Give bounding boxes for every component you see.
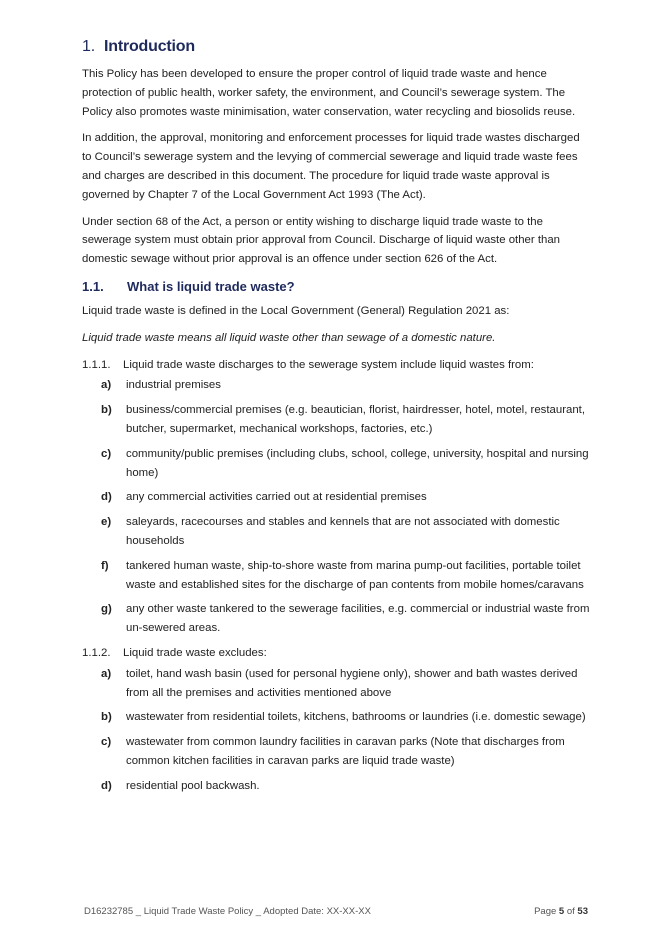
list-item (82, 665, 592, 703)
list-item (82, 557, 592, 595)
list-item-text: saleyards, racecourses and stables and kennels that are not associated with domestic households (126, 516, 560, 547)
list-item-text: wastewater from residential toilets, kitchens, bathrooms or laundries (i.e. domestic sewage) (126, 711, 586, 724)
includes-list (82, 376, 592, 638)
subsection-number: 1.1. (82, 278, 104, 294)
clause-number: 1.1.2. (82, 646, 111, 659)
list-item (82, 445, 592, 483)
list-item (82, 600, 592, 638)
list-marker: b) (101, 404, 112, 417)
clause-heading (82, 644, 592, 663)
list-item-text: business/commercial premises (e.g. beautician, florist, hairdresser, hotel, motel, restaurant, butcher, supermarket, mechanical workshops, factories, etc.) (126, 404, 585, 435)
list-item (82, 708, 592, 727)
list-item-text: tankered human waste, ship-to-shore waste from marina pump-out facilities, portable toilet waste and established sites for the discharge of pan contents from mobile homes/caravans (126, 559, 584, 591)
list-item (82, 488, 592, 507)
subsection-title: What is liquid trade waste? (127, 278, 295, 294)
list-item (82, 777, 592, 796)
list-item-text: industrial premises (126, 379, 221, 392)
list-item (82, 513, 592, 551)
page-of: of (564, 906, 578, 917)
list-marker: a) (101, 379, 112, 392)
list-item-text: any other waste tankered to the sewerage facilities, e.g. commercial or industrial waste from un-sewered areas. (126, 603, 590, 635)
definition-intro: Liquid trade waste is defined in the Local Government (General) Regulation 2021 as: (82, 304, 510, 317)
intro-paragraph: Under section 68 of the Act, a person or entity wishing to discharge liquid trade waste to the sewerage system must obtain prior approval from Council. Discharge of liquid waste other than domestic sewage without prior approval is an offence under section 626 of the Act. (82, 215, 561, 266)
page-current: 5 (558, 906, 565, 917)
list-marker: g) (101, 603, 112, 616)
excludes-list (82, 665, 592, 796)
list-item-text: wastewater from common laundry facilities in caravan parks (Note that discharges from common kitchen facilities in caravan parks are liquid trade waste) (126, 736, 565, 767)
intro-paragraph: This Policy has been developed to ensure the proper control of liquid trade waste and hence protection of public health, worker safety, the environment, and Council’s sewerage system. The Policy also promotes waste minimisation, water conservation, water recycling and biosolids reuse. (82, 68, 576, 118)
list-marker: c) (101, 736, 112, 749)
list-marker: f) (101, 559, 109, 572)
list-item (82, 401, 592, 439)
section-title: Introduction (104, 38, 195, 55)
section-heading (82, 38, 592, 56)
list-item-text: toilet, hand wash basin (used for personal hygiene only), shower and bath wastes derived from all the premises and activities mentioned above (126, 667, 578, 699)
clause-text: Liquid trade waste excludes: (123, 646, 267, 659)
list-item (82, 733, 592, 771)
clause-heading (82, 356, 592, 375)
list-marker: c) (101, 447, 112, 460)
clause-number: 1.1.1. (82, 358, 111, 371)
clause-text: Liquid trade waste discharges to the sewerage system include liquid wastes from: (123, 358, 534, 371)
section-number: 1. (82, 38, 95, 55)
list-marker: e) (101, 516, 112, 529)
list-item-text: residential pool backwash. (126, 779, 260, 792)
list-marker: d) (101, 779, 112, 792)
list-item-text: any commercial activities carried out at residential premises (126, 491, 427, 504)
footer-document-info: D16232785 _ Liquid Trade Waste Policy _ Adopted Date: XX-XX-XX (84, 906, 371, 917)
list-marker: d) (101, 491, 112, 504)
list-item-text: community/public premises (including clubs, school, college, university, hospital and nursing home) (126, 447, 589, 479)
list-marker: a) (101, 667, 112, 680)
list-item (82, 376, 592, 395)
definition-quote: Liquid trade waste means all liquid waste other than sewage of a domestic nature. (82, 331, 496, 344)
document-page (82, 38, 592, 802)
page-total: 53 (577, 906, 588, 917)
intro-paragraph: In addition, the approval, monitoring and enforcement processes for liquid trade wastes discharged to Council’s sewerage system and the levying of commercial sewerage and liquid trade waste fees and charges are described in this document. The procedure for liquid trade waste approval is governed by Chapter 7 of the Local Government Act 1993 (The Act). (82, 132, 580, 201)
list-marker: b) (101, 711, 112, 724)
page-prefix: Page (534, 906, 559, 917)
subsection-heading (82, 279, 592, 294)
footer-page-number (534, 906, 588, 917)
